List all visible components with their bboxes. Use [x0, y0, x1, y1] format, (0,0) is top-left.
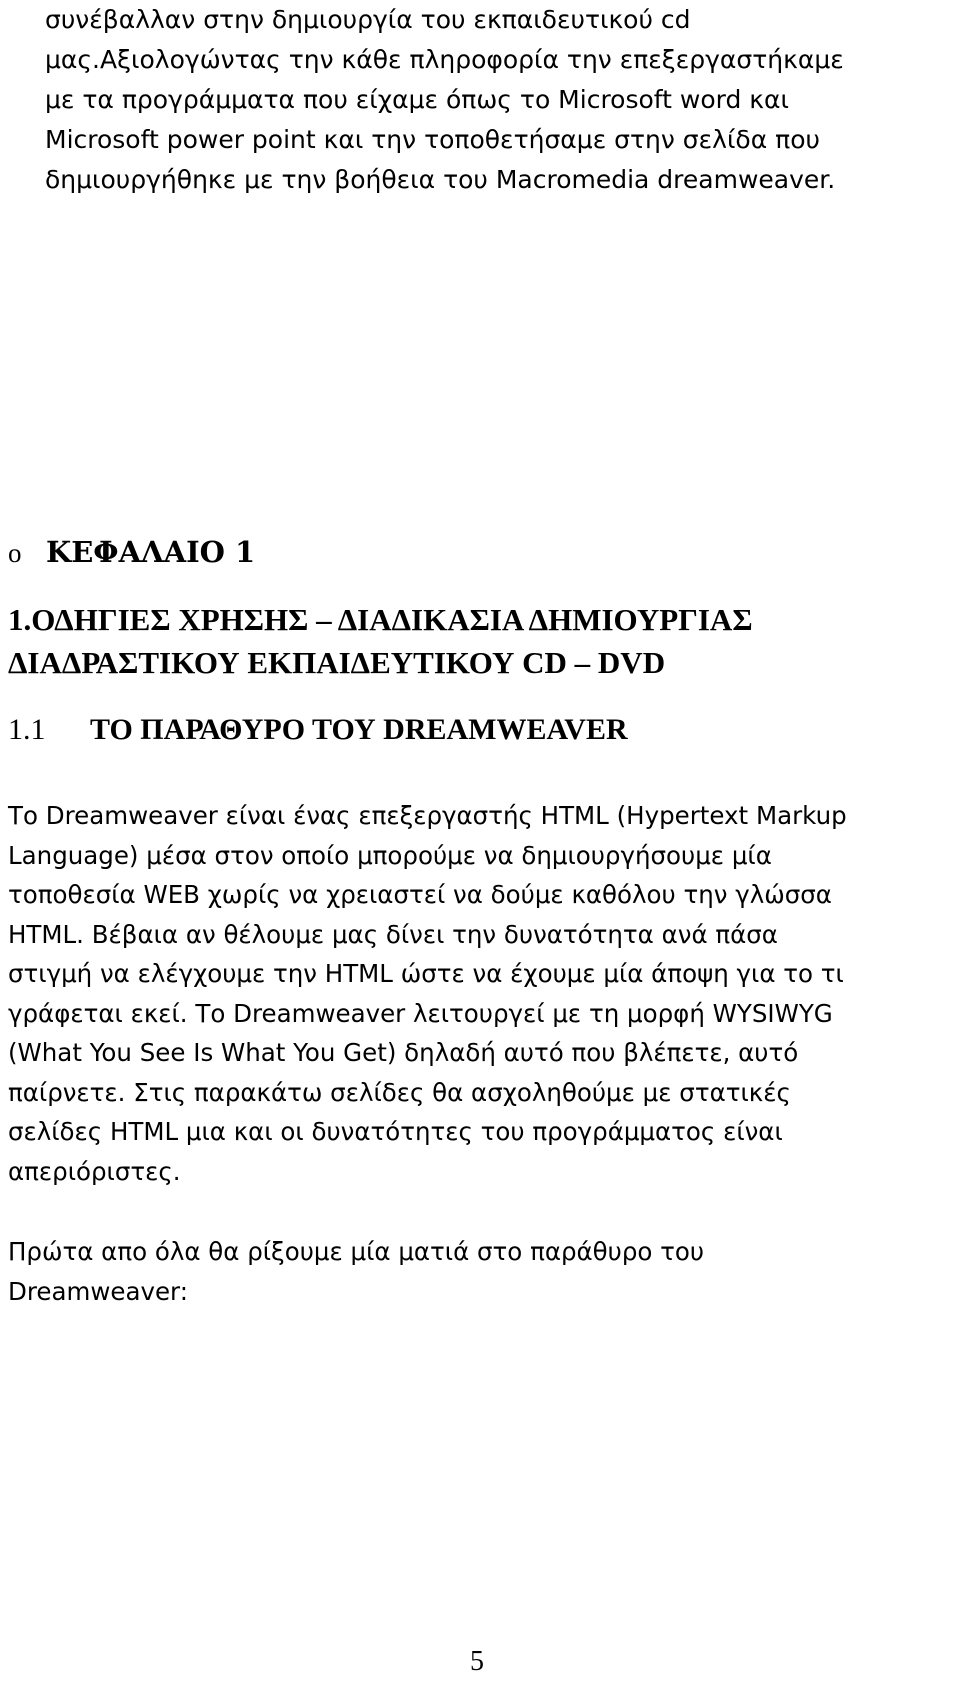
text-line: σελίδες HTML μια και οι δυνατότητες του προγράμματος είναι — [8, 1117, 783, 1146]
text-line: απεριόριστες. — [8, 1156, 181, 1186]
text-line: παίρνετε. Στις παρακάτω σελίδες θα ασχοληθούμε με στατικές — [8, 1077, 791, 1107]
body-paragraph — [8, 1232, 953, 1312]
subsection-heading — [8, 710, 628, 750]
subsection-title: ΤΟ ΠΑΡΑΘΥΡΟ ΤΟΥ DREAMWEAVER — [90, 713, 628, 746]
bullet-icon: o — [8, 538, 22, 568]
text-line: δημιουργήθηκε με την βοήθεια του Macromedia dreamweaver. — [45, 165, 836, 194]
chapter-heading — [8, 532, 255, 573]
text-line: με τα προγράμματα που είχαμε όπως το Microsoft word και — [45, 85, 789, 114]
heading-line: 1.ΟΔΗΓΙΕΣ ΧΡΗΣΗΣ – ΔΙΑΔΙΚΑΣΙΑ ΔΗΜΙΟΥΡΓΙΑΣ — [8, 602, 753, 637]
text-line: γράφεται εκεί. Το Dreamweaver λειτουργεί με τη μορφή WYSIWYG — [8, 998, 833, 1028]
text-line: (What You See Is What You Get) δηλαδή αυτό που βλέπετε, αυτό — [8, 1038, 799, 1067]
text-line: Πρώτα απο όλα θα ρίξουμε μία ματιά στο παράθυρο του — [8, 1237, 705, 1266]
section-heading — [8, 598, 753, 684]
heading-line: ΔΙΑΔΡΑΣΤΙΚΟΥ ΕΚΠΑΙΔΕΥΤΙΚΟΥ CD – DVD — [8, 645, 666, 680]
text-line: Microsoft power point και την τοποθετήσαμε στην σελίδα που — [45, 125, 820, 154]
text-line: μας.Αξιολογώντας την κάθε πληροφορία την επεξεργαστήκαμε — [45, 45, 844, 74]
text-line: HTML. Βέβαια αν θέλουμε μας δίνει την δυνατότητα ανά πάσα — [8, 919, 778, 949]
text-line: Language) μέσα στον οποίο μπορούμε να δημιουργήσουμε μία — [8, 840, 772, 870]
text-line: τοποθεσία WEB χωρίς να χρειαστεί να δούμε καθόλου την γλώσσα — [8, 880, 832, 909]
page-number: 5 — [470, 1646, 484, 1677]
text-line: Dreamweaver: — [8, 1277, 188, 1306]
text-line: Το Dreamweaver είναι ένας επεξεργαστής HTML (Hypertext Markup — [8, 801, 847, 830]
text-line: στιγμή να ελέγχουμε την HTML ώστε να έχουμε μία άποψη για το τι — [8, 959, 844, 988]
chapter-label: ΚΕΦΑΛΑΙΟ 1 — [46, 535, 256, 569]
subsection-number: 1.1 — [8, 713, 46, 746]
intro-paragraph — [45, 0, 945, 200]
text-line: συνέβαλλαν στην δημιουργία του εκπαιδευτικού cd — [45, 5, 691, 34]
body-paragraph — [8, 796, 953, 1191]
